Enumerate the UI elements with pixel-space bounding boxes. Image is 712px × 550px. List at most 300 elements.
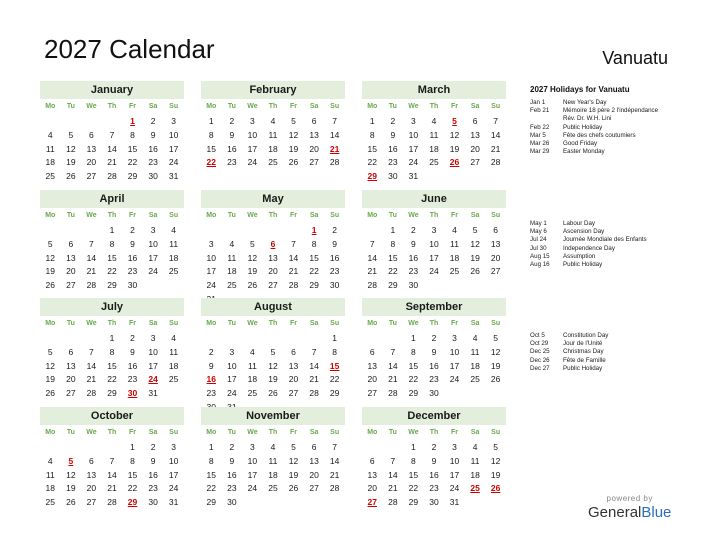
month-april	[40, 190, 184, 293]
day-cell: 30	[429, 497, 439, 508]
weekday-label: We	[86, 103, 97, 110]
holiday-group-q2	[530, 220, 705, 269]
weekday-label: Su	[491, 429, 501, 436]
day-cell: 1	[411, 442, 416, 452]
day-cell: 11	[169, 238, 179, 249]
day-cell: 29	[408, 388, 419, 399]
holiday-date: Aug 16	[530, 261, 550, 269]
day-cell: 25	[45, 171, 56, 182]
day-cell: 24	[408, 157, 419, 168]
day-cell: 30	[227, 497, 237, 508]
month-name: October	[40, 407, 184, 425]
day-cell: 8	[130, 129, 135, 140]
day-cell: 13	[367, 469, 378, 480]
empty-day-cell	[283, 332, 304, 346]
weekday-label: We	[86, 212, 97, 219]
day-cell: 20	[66, 266, 76, 277]
day-grid	[362, 115, 506, 184]
day-cell: 5	[493, 442, 499, 452]
day-cell: 22	[127, 157, 138, 168]
day-cell: 19	[45, 374, 56, 385]
day-grid	[40, 224, 184, 293]
day-cell: 21	[367, 266, 378, 277]
month-name: July	[40, 298, 184, 316]
weekday-label: Mo	[367, 103, 378, 110]
day-grid	[40, 115, 184, 184]
weekday-label: Su	[169, 429, 179, 436]
empty-day-cell	[40, 332, 61, 346]
holiday-day-cell: 22	[206, 157, 217, 168]
weekday-header	[201, 425, 345, 441]
empty-day-cell	[61, 441, 82, 455]
day-cell: 28	[107, 171, 117, 182]
day-cell: 17	[148, 252, 158, 263]
brand-name	[588, 504, 671, 521]
day-cell: 6	[369, 346, 375, 357]
day-cell: 27	[66, 280, 76, 291]
day-cell: 10	[168, 455, 179, 466]
day-cell: 23	[329, 266, 340, 277]
day-cell: 2	[208, 346, 214, 357]
day-cell: 22	[107, 374, 117, 385]
day-cell: 24	[429, 266, 439, 277]
day-cell: 28	[388, 388, 398, 399]
day-cell: 30	[408, 280, 419, 291]
day-cell: 26	[45, 388, 56, 399]
weekday-label: Fr	[290, 103, 298, 110]
day-cell: 21	[86, 266, 97, 277]
weekday-header	[40, 99, 184, 115]
holiday-name: Public Holiday	[563, 364, 603, 372]
month-february	[201, 81, 345, 170]
weekday-label: Tu	[388, 103, 397, 110]
day-cell: 23	[148, 157, 158, 168]
holiday-day-cell: 1	[311, 225, 317, 235]
empty-day-cell	[222, 332, 243, 346]
day-cell: 7	[332, 116, 338, 126]
day-cell: 9	[229, 455, 235, 466]
weekday-label: Th	[107, 103, 117, 110]
day-grid	[40, 332, 184, 401]
weekday-label: We	[247, 320, 258, 327]
weekday-header	[201, 99, 345, 115]
day-cell: 12	[288, 455, 299, 466]
day-cell: 29	[388, 280, 398, 291]
weekday-label: Fr	[451, 320, 459, 327]
day-cell: 25	[168, 374, 179, 385]
day-grid	[362, 332, 506, 401]
day-cell: 12	[449, 129, 460, 140]
day-cell: 24	[168, 157, 179, 168]
holiday-name: Constitution Day	[563, 332, 609, 339]
weekday-label: Fr	[451, 212, 459, 219]
weekday-header	[40, 425, 184, 441]
day-cell: 3	[150, 333, 156, 343]
day-cell: 26	[66, 171, 76, 182]
day-cell: 8	[411, 346, 416, 357]
day-cell: 1	[208, 116, 214, 126]
weekday-label: Sa	[309, 429, 319, 436]
day-cell: 20	[86, 483, 97, 494]
weekday-label: Mo	[206, 320, 217, 327]
weekday-label: Sa	[309, 320, 319, 327]
day-cell: 10	[449, 455, 460, 466]
day-cell: 5	[493, 333, 499, 343]
holiday-day-cell: 30	[127, 388, 138, 399]
day-cell: 20	[268, 266, 278, 277]
day-cell: 12	[470, 238, 480, 249]
day-cell: 4	[472, 442, 478, 452]
day-cell: 26	[66, 497, 76, 508]
day-cell: 7	[332, 442, 338, 452]
day-cell: 22	[408, 374, 419, 385]
weekday-label: Th	[107, 429, 117, 436]
holiday-date: Mar 5	[530, 131, 546, 139]
day-cell: 13	[309, 455, 319, 466]
day-cell: 7	[390, 455, 396, 466]
weekday-label: Su	[169, 320, 179, 327]
weekday-label: Tu	[388, 212, 397, 219]
day-cell: 25	[268, 483, 278, 494]
empty-day-cell	[40, 115, 61, 129]
day-cell: 12	[66, 143, 76, 154]
day-cell: 17	[247, 469, 258, 480]
day-cell: 15	[107, 360, 117, 371]
holiday-row	[530, 228, 705, 236]
holiday-row	[530, 253, 705, 261]
month-september	[362, 298, 506, 401]
day-cell: 31	[148, 388, 158, 399]
day-cell: 27	[470, 157, 480, 168]
day-cell: 21	[86, 374, 97, 385]
day-cell: 18	[168, 360, 179, 371]
weekday-label: Tu	[66, 320, 75, 327]
day-cell: 31	[168, 171, 179, 182]
holiday-day-cell: 21	[329, 143, 340, 154]
day-cell: 13	[309, 129, 319, 140]
day-cell: 18	[247, 374, 258, 385]
day-cell: 16	[148, 469, 158, 480]
day-cell: 1	[369, 116, 375, 126]
day-cell: 28	[367, 280, 378, 291]
month-october	[40, 407, 184, 510]
weekday-label: Th	[107, 212, 117, 219]
holiday-name: Public Holiday	[563, 261, 603, 269]
day-cell: 16	[429, 360, 439, 371]
day-cell: 12	[268, 360, 278, 371]
day-cell: 22	[206, 483, 217, 494]
day-cell: 14	[388, 360, 398, 371]
holiday-day-cell: 26	[449, 157, 460, 168]
empty-day-cell	[81, 441, 102, 455]
weekday-header	[201, 316, 345, 332]
holiday-name: Jour de l'Unité	[563, 340, 603, 348]
day-cell: 25	[45, 497, 56, 508]
day-cell: 16	[388, 143, 398, 154]
day-cell: 11	[470, 346, 480, 357]
holiday-group-q1	[530, 85, 705, 156]
day-cell: 10	[408, 129, 419, 140]
holiday-date: Mar 26	[530, 140, 550, 148]
day-cell: 7	[89, 238, 94, 249]
day-cell: 27	[367, 388, 378, 399]
weekday-label: We	[408, 103, 419, 110]
day-cell: 1	[390, 225, 396, 235]
empty-day-cell	[304, 332, 325, 346]
weekday-label: Tu	[66, 212, 75, 219]
day-cell: 10	[206, 252, 217, 263]
day-cell: 11	[450, 238, 459, 249]
weekday-label: Sa	[470, 429, 480, 436]
country-name: Vanuatu	[602, 48, 668, 68]
day-cell: 23	[127, 374, 138, 385]
day-cell: 18	[470, 360, 480, 371]
empty-day-cell	[263, 332, 284, 346]
holiday-name: Good Friday	[563, 140, 598, 148]
day-cell: 9	[208, 360, 214, 371]
empty-day-cell	[81, 115, 102, 129]
weekday-label: Su	[491, 103, 501, 110]
day-cell: 23	[429, 483, 439, 494]
day-cell: 10	[247, 129, 258, 140]
day-cell: 19	[449, 143, 460, 154]
day-cell: 12	[45, 252, 56, 263]
day-cell: 23	[227, 157, 237, 168]
day-cell: 26	[268, 388, 278, 399]
day-cell: 16	[227, 143, 237, 154]
day-cell: 18	[168, 252, 179, 263]
day-cell: 25	[429, 157, 439, 168]
holiday-name: Ascension Day	[563, 228, 605, 236]
day-cell: 26	[470, 266, 480, 277]
day-cell: 31	[408, 171, 419, 182]
day-cell: 18	[268, 143, 278, 154]
day-cell: 24	[449, 483, 460, 494]
holiday-date: Dec 27	[530, 364, 550, 372]
holiday-name: Assumption	[563, 252, 596, 260]
month-name: February	[201, 81, 345, 99]
day-cell: 6	[89, 129, 94, 140]
empty-day-cell	[362, 224, 383, 238]
day-cell: 5	[250, 238, 255, 249]
day-cell: 29	[107, 280, 117, 291]
day-cell: 3	[171, 442, 177, 452]
day-grid	[201, 115, 345, 170]
weekday-label: Tu	[227, 103, 236, 110]
day-cell: 2	[150, 442, 156, 452]
day-cell: 10	[429, 238, 439, 249]
weekday-label: We	[86, 320, 97, 327]
day-cell: 14	[329, 455, 340, 466]
holiday-name: Rév. Dr. W.H. Lini	[563, 115, 612, 123]
day-cell: 19	[490, 469, 501, 480]
weekday-label: Tu	[66, 429, 75, 436]
holiday-row	[530, 132, 705, 140]
holiday-date	[530, 115, 563, 123]
day-cell: 14	[86, 252, 97, 263]
weekday-label: Sa	[309, 212, 319, 219]
holiday-row	[530, 236, 705, 244]
day-cell: 6	[369, 455, 375, 466]
day-cell: 25	[168, 266, 179, 277]
weekday-label: Sa	[148, 212, 158, 219]
day-cell: 12	[247, 252, 258, 263]
day-cell: 22	[367, 157, 378, 168]
holiday-date: Jul 30	[530, 244, 547, 252]
day-cell: 20	[470, 143, 480, 154]
day-cell: 12	[66, 469, 76, 480]
holiday-row	[530, 340, 705, 348]
day-cell: 8	[390, 238, 396, 249]
weekday-label: Mo	[367, 320, 378, 327]
day-cell: 3	[229, 346, 235, 357]
day-cell: 17	[227, 374, 237, 385]
day-cell: 29	[408, 497, 419, 508]
holiday-day-cell: 29	[367, 171, 378, 182]
day-cell: 6	[68, 346, 74, 357]
day-cell: 15	[127, 469, 138, 480]
day-cell: 24	[206, 280, 217, 291]
day-grid	[201, 441, 345, 510]
day-cell: 16	[429, 469, 439, 480]
day-cell: 22	[329, 374, 340, 385]
day-cell: 25	[470, 374, 480, 385]
holiday-day-cell: 25	[470, 483, 480, 494]
holidays-title: 2027 Holidays for Vanuatu	[530, 85, 630, 94]
day-cell: 28	[388, 497, 398, 508]
weekday-label: Th	[268, 429, 278, 436]
weekday-label: Su	[330, 103, 340, 110]
day-cell: 19	[470, 252, 480, 263]
day-cell: 13	[367, 360, 378, 371]
weekday-label: Mo	[206, 103, 217, 110]
weekday-header	[362, 99, 506, 115]
holiday-date: Oct 5	[530, 332, 545, 339]
day-cell: 22	[309, 266, 319, 277]
day-cell: 8	[311, 238, 317, 249]
day-cell: 28	[329, 157, 340, 168]
holiday-date: Oct 29	[530, 340, 549, 348]
generalblue-logo[interactable]	[588, 494, 671, 521]
holiday-name: New Year's Day	[563, 99, 607, 106]
month-name: December	[362, 407, 506, 425]
empty-day-cell	[242, 332, 263, 346]
day-cell: 17	[449, 469, 460, 480]
day-cell: 28	[86, 280, 97, 291]
day-cell: 19	[288, 469, 299, 480]
day-cell: 26	[45, 280, 56, 291]
holiday-name: Independence Day	[563, 244, 615, 252]
month-name: September	[362, 298, 506, 316]
day-cell: 6	[291, 346, 296, 357]
weekday-label: Su	[169, 103, 179, 110]
day-cell: 27	[309, 483, 319, 494]
day-cell: 4	[250, 346, 255, 357]
day-cell: 14	[388, 469, 398, 480]
day-cell: 7	[291, 238, 296, 249]
weekday-label: Sa	[148, 320, 158, 327]
day-cell: 29	[309, 280, 319, 291]
holiday-group-q3	[530, 332, 705, 373]
holiday-date: Feb 21	[530, 107, 550, 115]
day-cell: 16	[329, 252, 340, 263]
holiday-row	[530, 115, 705, 123]
day-cell: 17	[449, 360, 460, 371]
weekday-label: Su	[491, 320, 501, 327]
holiday-name: Fête des chefs coutumiers	[563, 131, 636, 139]
day-grid	[201, 224, 345, 307]
day-cell: 13	[470, 129, 480, 140]
day-cell: 30	[388, 171, 398, 182]
holiday-day-cell: 29	[127, 497, 138, 508]
day-cell: 5	[68, 129, 74, 140]
day-cell: 21	[107, 483, 117, 494]
empty-day-cell	[201, 332, 222, 346]
empty-day-cell	[383, 332, 404, 346]
day-cell: 4	[270, 116, 276, 126]
day-cell: 11	[227, 252, 237, 263]
holiday-day-cell: 1	[130, 116, 135, 126]
powered-by-label: powered by	[606, 494, 653, 503]
day-cell: 26	[288, 157, 299, 168]
day-cell: 1	[332, 333, 338, 343]
holiday-day-cell: 24	[148, 374, 158, 385]
day-cell: 21	[288, 266, 299, 277]
empty-day-cell	[201, 224, 222, 238]
empty-day-cell	[263, 224, 284, 238]
day-cell: 14	[367, 252, 378, 263]
holiday-name: Easter Monday	[563, 148, 605, 156]
day-cell: 26	[288, 483, 299, 494]
weekday-label: We	[247, 103, 258, 110]
day-cell: 10	[247, 455, 258, 466]
day-cell: 4	[270, 442, 276, 452]
day-cell: 20	[367, 374, 378, 385]
holiday-date: Feb 22	[530, 123, 550, 131]
weekday-label: Fr	[451, 429, 459, 436]
day-cell: 14	[309, 360, 319, 371]
day-cell: 20	[309, 469, 319, 480]
day-cell: 20	[367, 483, 378, 494]
month-name: May	[201, 190, 345, 208]
day-cell: 13	[268, 252, 278, 263]
day-cell: 4	[171, 333, 177, 343]
day-cell: 7	[311, 346, 317, 357]
day-cell: 10	[148, 346, 158, 357]
day-cell: 18	[227, 266, 237, 277]
day-cell: 3	[452, 442, 457, 452]
day-cell: 19	[247, 266, 258, 277]
day-cell: 17	[168, 143, 179, 154]
day-cell: 30	[148, 497, 158, 508]
empty-day-cell	[102, 115, 123, 129]
weekday-label: We	[408, 212, 419, 219]
holiday-row	[530, 148, 705, 156]
day-cell: 15	[367, 143, 378, 154]
holiday-date: Jul 24	[530, 236, 547, 244]
day-cell: 7	[109, 129, 115, 140]
empty-day-cell	[61, 332, 82, 346]
day-cell: 14	[107, 469, 117, 480]
day-cell: 11	[45, 143, 55, 154]
day-cell: 30	[148, 171, 158, 182]
day-cell: 10	[148, 238, 158, 249]
day-cell: 7	[89, 346, 94, 357]
weekday-label: Sa	[470, 320, 480, 327]
day-cell: 22	[107, 266, 117, 277]
day-cell: 19	[45, 266, 56, 277]
holiday-date: Jan 1	[530, 99, 546, 106]
